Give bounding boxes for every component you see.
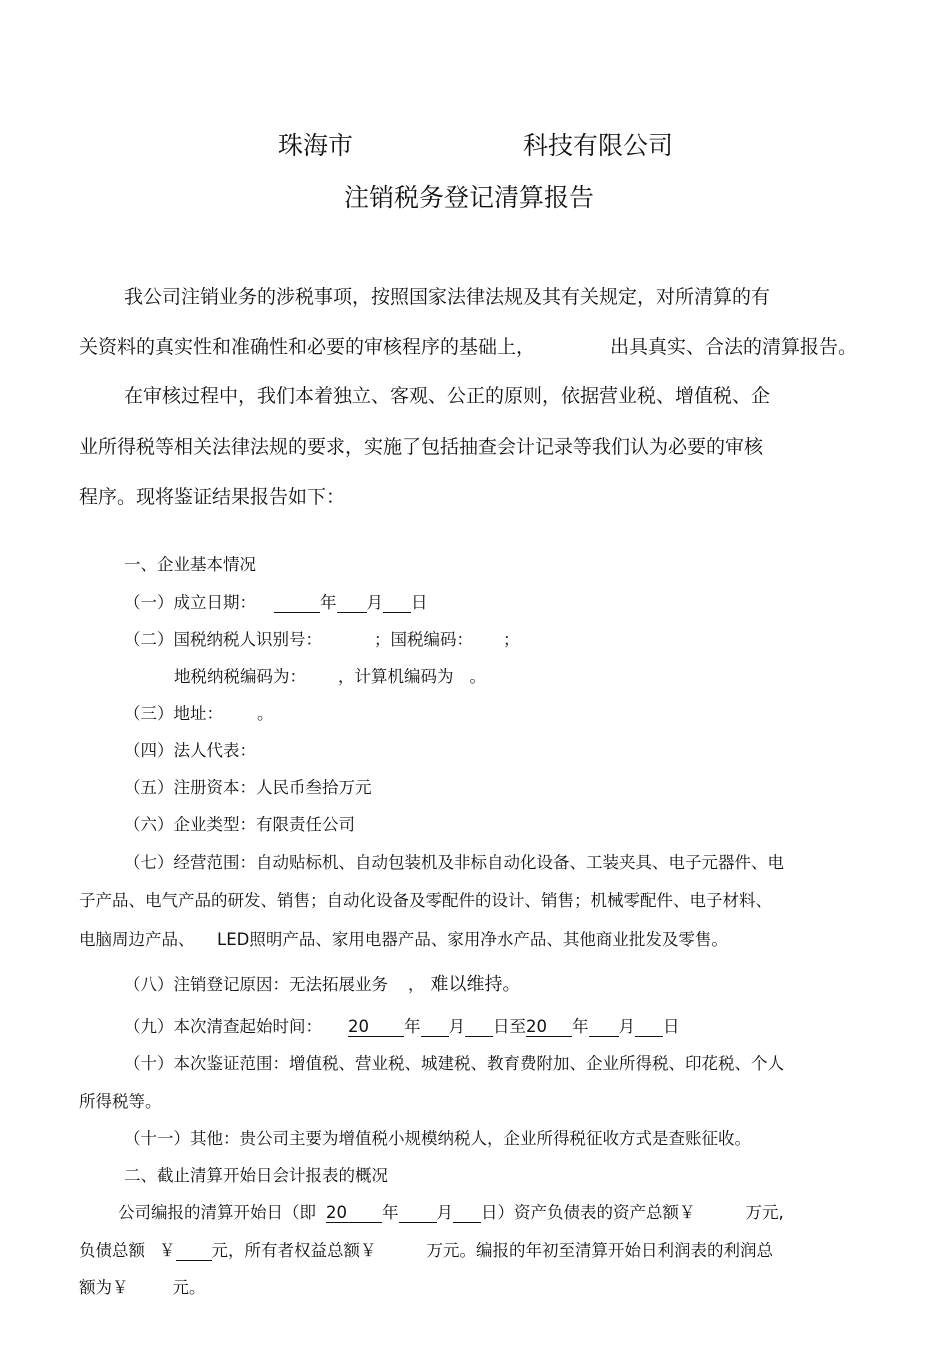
- month-blank: [337, 594, 367, 613]
- end-day-blank: [635, 1018, 663, 1037]
- reason-label: （八）注销登记原因：无法拓展业务: [124, 975, 388, 994]
- section2-heading: 二、截止清算开始日会计报表的概况: [124, 1166, 388, 1185]
- item2-national-code-label: ；国税编码：: [374, 630, 473, 649]
- end-day-label: 日: [663, 1017, 680, 1036]
- intro-p1-line1: 我公司注销业务的涉税事项，按照国家法律法规及其有关规定，对所清算的有: [124, 286, 771, 308]
- item11-other: （十一）其他：贵公司主要为增值税小规模纳税人，企业所得税征收方式是查账征收。: [124, 1129, 751, 1148]
- start-month-label: 月: [448, 1017, 465, 1036]
- item2-tax-ids: [124, 626, 520, 650]
- item10-scope-line1: （十）本次鉴证范围：增值税、营业税、城建税、教育费附加、企业所得税、印花税、个人: [124, 1054, 784, 1073]
- computer-code-label: ，计算机编码为: [338, 667, 454, 686]
- end-month-label: 月: [618, 1017, 635, 1036]
- section2-month-label: 月: [436, 1203, 453, 1222]
- intro-p2-line1: 在审核过程中，我们本着独立、客观、公正的原则，依据营业税、增值税、企: [124, 385, 771, 407]
- item2-period: 。: [469, 667, 486, 686]
- reason-comma: ，: [408, 975, 425, 994]
- intro-p2-line2: 业所得税等相关法律法规的要求，实施了包括抽查会计记录等我们认为必要的审核: [79, 436, 764, 458]
- yen-symbol: ￥: [159, 1241, 176, 1260]
- section2-year-label: 年: [382, 1203, 399, 1222]
- intro-p1-line2b: 出具真实、合法的清算报告。: [610, 336, 858, 358]
- address-label: （三）地址：: [124, 704, 223, 723]
- start-year-label: 年: [404, 1017, 421, 1036]
- section2-line3: [79, 1274, 206, 1298]
- start-month-blank: [421, 1018, 449, 1037]
- title-city: 珠海市: [278, 131, 354, 160]
- end-year-blank: 20: [526, 1018, 572, 1037]
- start-date-label: 公司编报的清算开始日（即: [118, 1203, 316, 1222]
- reason-text: 难以维持。: [430, 974, 521, 995]
- intro-p2-line3: 程序。现将鉴证结果报告如下：: [79, 486, 346, 508]
- equity-label: 元，所有者权益总额￥: [211, 1241, 377, 1260]
- item4-legal-rep: （四）法人代表：: [124, 741, 256, 760]
- item2-local-tax: [174, 663, 486, 687]
- section2-month-blank: [399, 1204, 437, 1223]
- item8-deregistration-reason: [124, 970, 521, 996]
- item7-scope-line3a: 电脑周边产品、: [79, 930, 195, 949]
- report-title: 注销税务登记清算报告: [344, 183, 595, 212]
- year-blank: [274, 594, 320, 613]
- item9-inspection-period: [124, 1013, 680, 1037]
- month-label: 月: [366, 593, 383, 612]
- day-blank: [383, 594, 411, 613]
- liabilities-blank: [176, 1242, 212, 1261]
- item1-label: （一）成立日期：: [124, 593, 256, 612]
- section2-day-blank: [453, 1204, 481, 1223]
- end-month-blank: [589, 1018, 619, 1037]
- start-day-blank: [465, 1018, 493, 1037]
- item3-address: [124, 700, 274, 724]
- year-label: 年: [320, 593, 337, 612]
- item5-registered-capital: （五）注册资本：人民币叁拾万元: [124, 778, 372, 797]
- profit-label: 万元。编报的年初至清算开始日利润表的利润总: [426, 1241, 773, 1260]
- intro-p1-line2a: 关资料的真实性和准确性和必要的审核程序的基础上，: [79, 336, 536, 358]
- item7-scope-line3b: LED照明产品、家用电器产品、家用净水产品、其他商业批发及零售。: [217, 930, 728, 949]
- day-label: 日: [411, 593, 428, 612]
- end-year-label: 年: [572, 1017, 589, 1036]
- item7-scope-line1: （七）经营范围：自动贴标机、自动包装机及非标自动化设备、工装夹具、电子元器件、电: [124, 853, 784, 872]
- item7-scope-line2: 子产品、电气产品的研发、销售；自动化设备及零配件的设计、销售；机械零配件、电子材料、: [79, 891, 772, 910]
- section1-heading: 一、企业基本情况: [124, 555, 256, 574]
- section2-year-blank: 20: [326, 1204, 382, 1223]
- section2-line1: [118, 1199, 784, 1223]
- item1-established-date: [124, 589, 428, 613]
- total-assets-unit: 万元,: [745, 1203, 784, 1222]
- section2-line2: [79, 1237, 773, 1261]
- item10-scope-line2: 所得税等。: [79, 1092, 162, 1111]
- profit-unit: 元。: [172, 1278, 206, 1297]
- title-company-suffix: 科技有限公司: [523, 131, 674, 160]
- item6-company-type: （六）企业类型：有限责任公司: [124, 815, 355, 834]
- item2-semicolon: ；: [503, 630, 520, 649]
- item2-national-tax-label: （二）国税纳税人识别号：: [124, 630, 322, 649]
- total-assets-label: 日）资产负债表的资产总额￥: [481, 1203, 696, 1222]
- total-liabilities-label: 负债总额: [79, 1241, 145, 1260]
- address-period: 。: [257, 704, 274, 723]
- start-year-blank: 20: [348, 1018, 404, 1037]
- start-day-label: 日至: [493, 1017, 526, 1036]
- profit-total-label: 额为￥: [79, 1278, 129, 1297]
- period-label: （九）本次清查起始时间：: [124, 1017, 322, 1036]
- local-tax-code-label: 地税纳税编码为：: [174, 667, 306, 686]
